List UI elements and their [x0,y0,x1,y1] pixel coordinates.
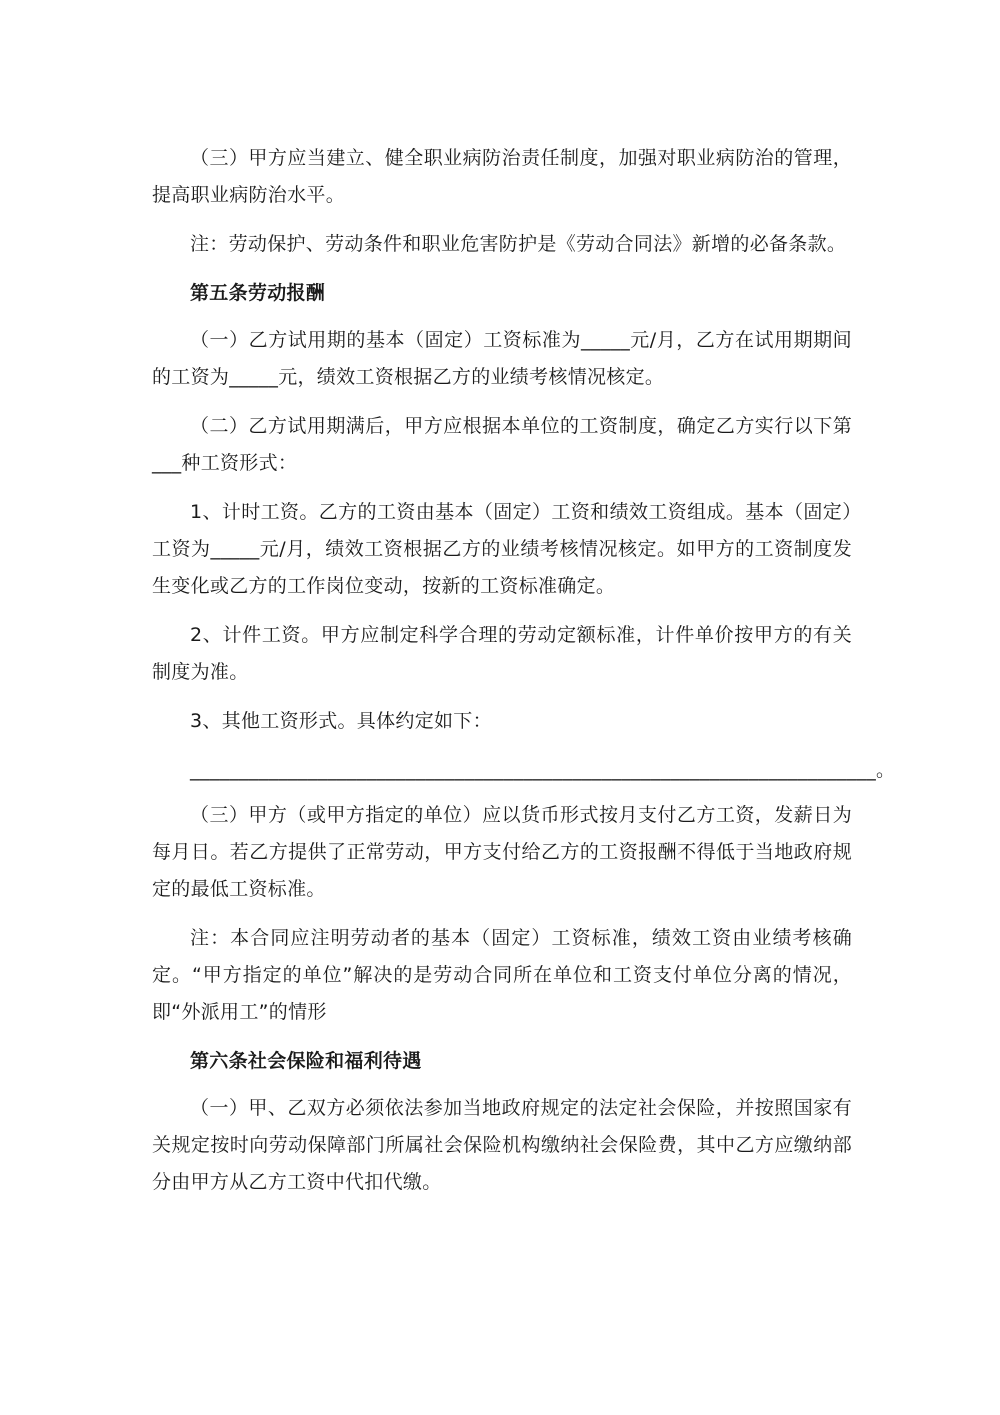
paragraph-piece-wage: 2、计件工资。甲方应制定科学合理的劳动定额标准，计件单价按甲方的有关制度为准。 [152,624,852,683]
fill-in-blank-line: ______________________________________________________________________。 [190,759,896,781]
paragraph-payment-method: （三）甲方（或甲方指定的单位）应以货币形式按月支付乙方工资，发薪日为每月日。若乙方提供了正常劳动，甲方支付给乙方的工资报酬不得低于当地政府规定的最低工资标准。 [152,804,852,900]
paragraph-other-wage: 3、其他工资形式。具体约定如下： [190,710,492,732]
note-wage-standard: 注：本合同应注明劳动者的基本（固定）工资标准，绩效工资由业绩考核确定。“甲方指定的单位”解决的是劳动合同所在单位和工资支付单位分离的情况，即“外派用工”的情形 [152,927,852,1023]
paragraph-time-wage: 1、计时工资。乙方的工资由基本（固定）工资和绩效工资组成。基本（固定）工资为_____元/月，绩效工资根据乙方的业绩考核情况核定。如甲方的工资制度发生变化或乙方的工作岗位变动，按新的工资标准确定。 [152,501,852,597]
paragraph-occupational-disease: （三）甲方应当建立、健全职业病防治责任制度，加强对职业病防治的管理，提高职业病防治水平。 [152,147,852,206]
document-body [152,140,896,1213]
section-heading-article-5: 第五条劳动报酬 [190,282,326,304]
paragraph-probation-wage: （一）乙方试用期的基本（固定）工资标准为_____元/月，乙方在试用期期间的工资为_____元，绩效工资根据乙方的业绩考核情况核定。 [152,329,852,388]
section-heading-article-6: 第六条社会保险和福利待遇 [190,1050,422,1072]
note-labor-protection: 注：劳动保护、劳动条件和职业危害防护是《劳动合同法》新增的必备条款。 [190,233,847,255]
paragraph-wage-form: （二）乙方试用期满后，甲方应根据本单位的工资制度，确定乙方实行以下第___种工资形式： [152,415,852,474]
paragraph-social-insurance: （一）甲、乙双方必须依法参加当地政府规定的法定社会保险，并按照国家有关规定按时向劳动保障部门所属社会保险机构缴纳社会保险费，其中乙方应缴纳部分由甲方从乙方工资中代扣代缴。 [152,1097,852,1193]
